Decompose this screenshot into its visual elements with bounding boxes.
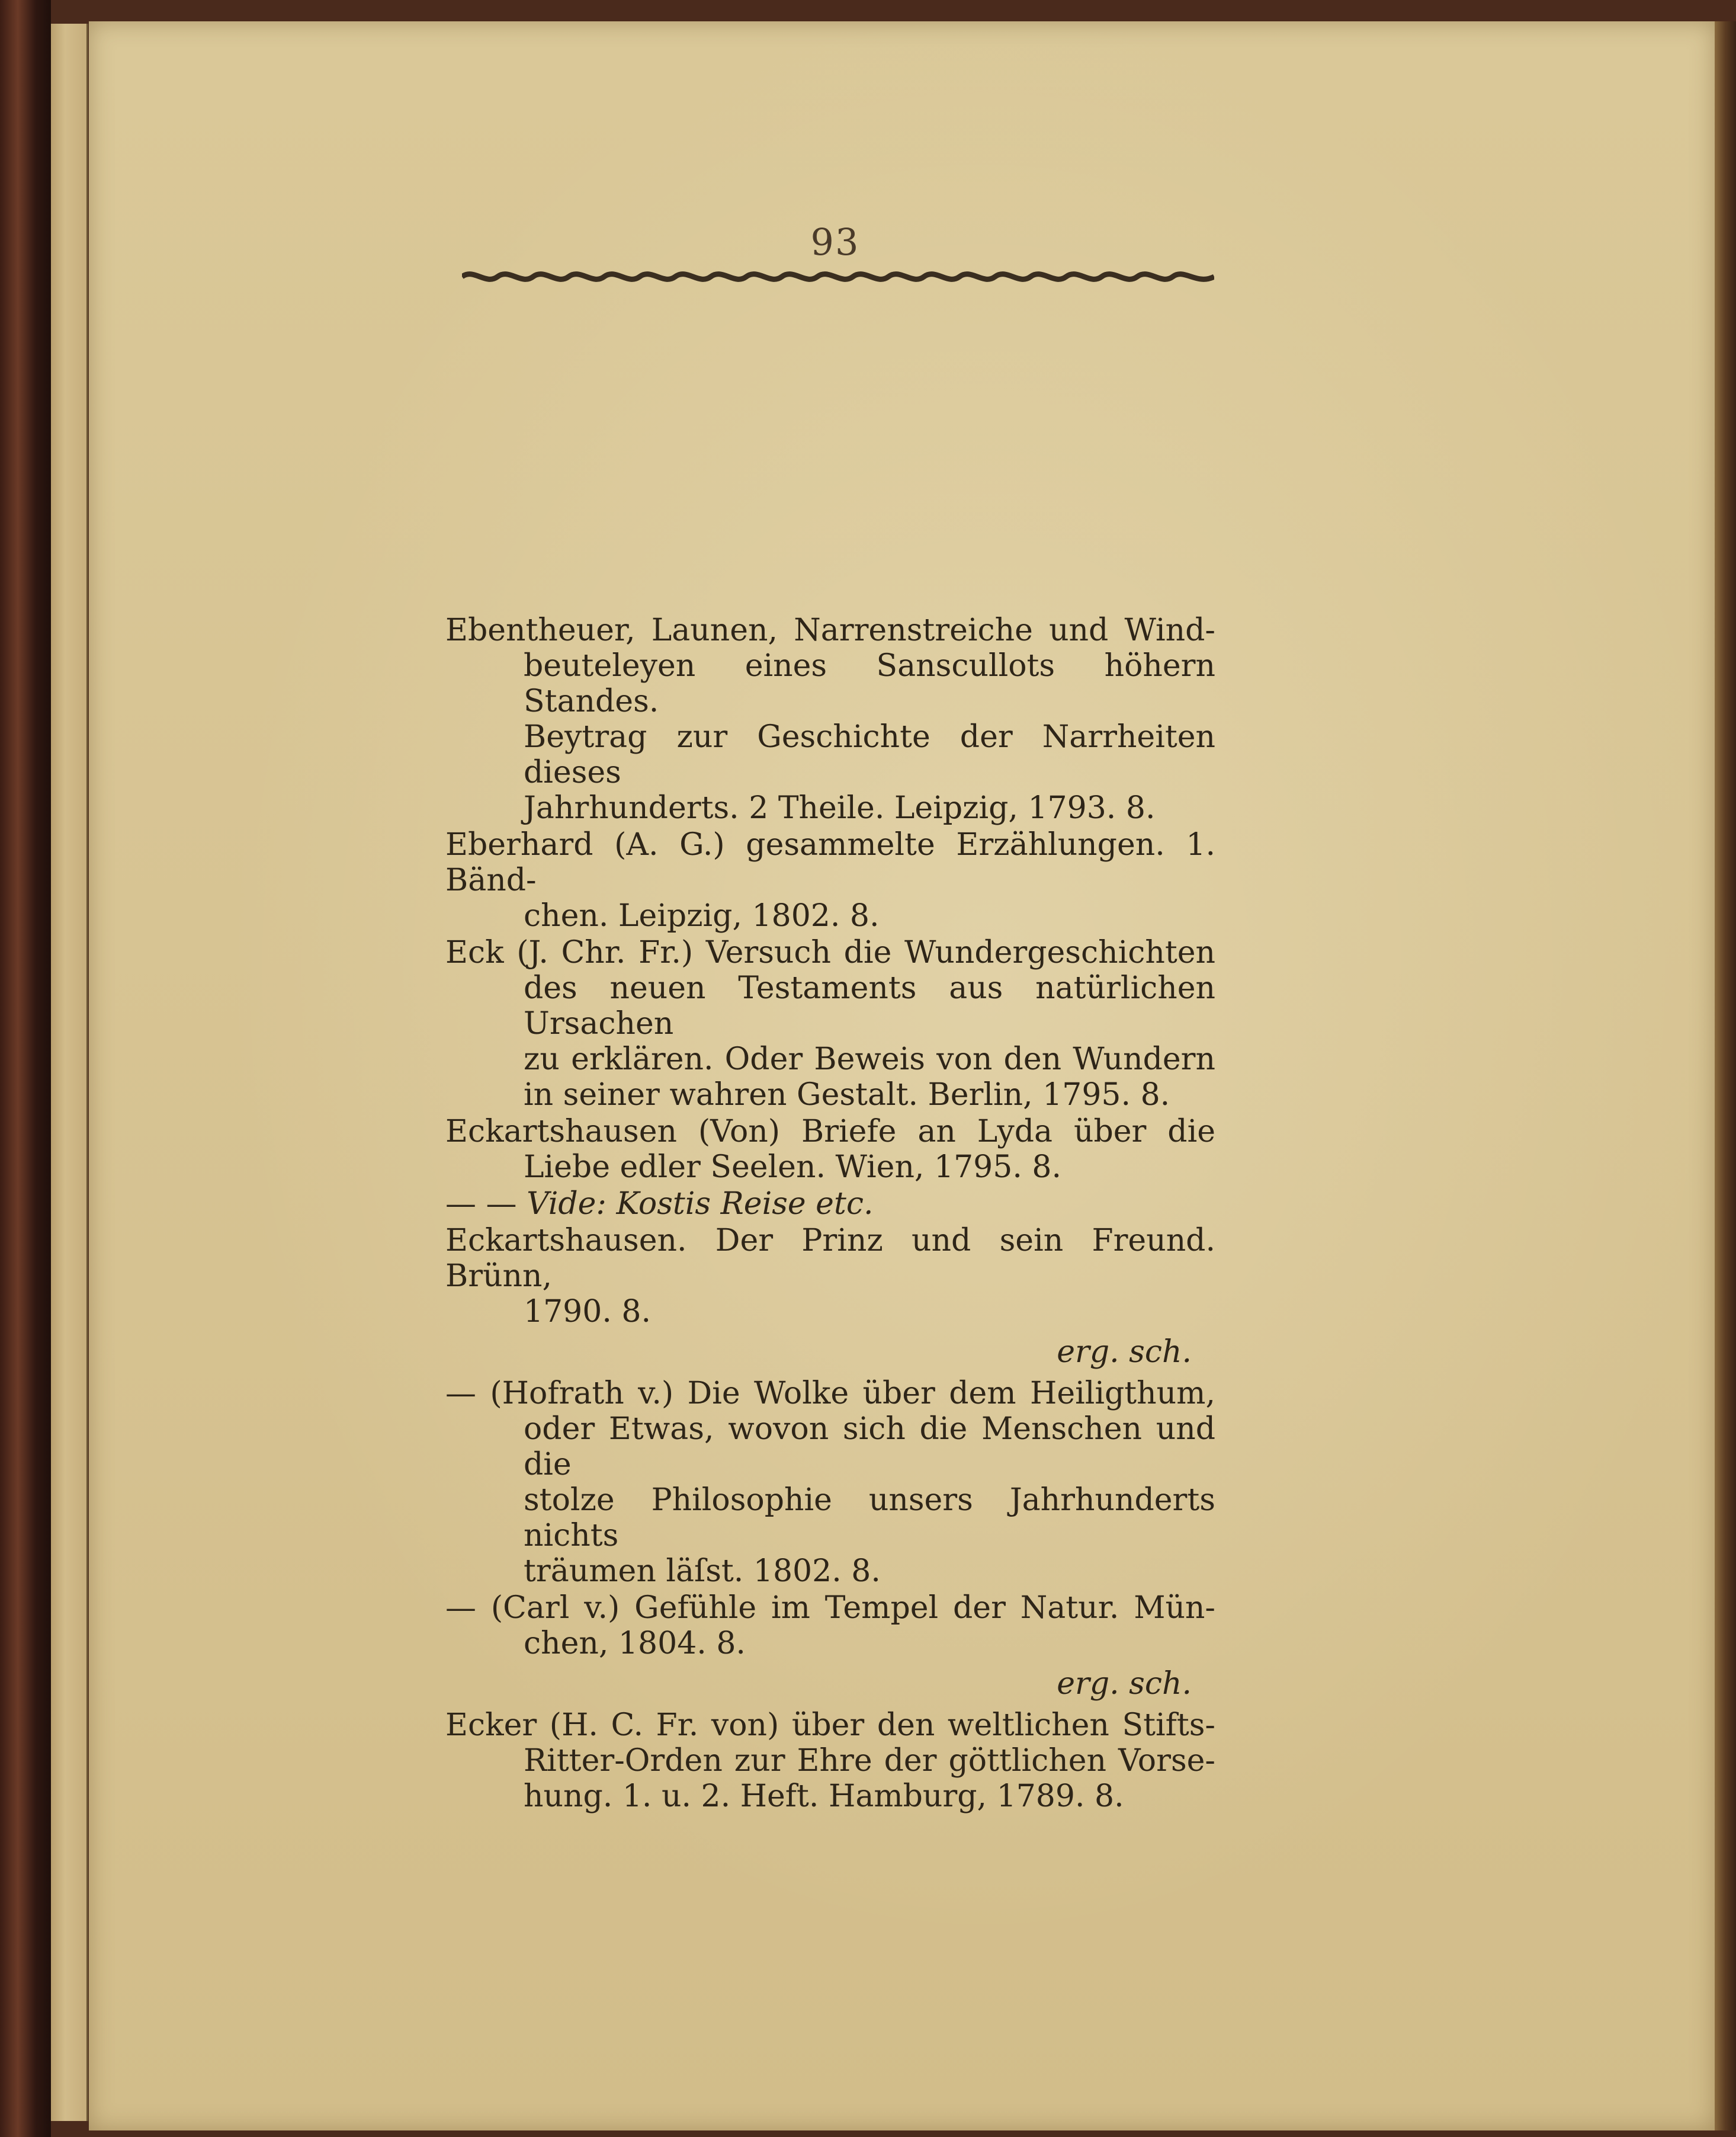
entry-line: Ecker (H. C. Fr. von) über den weltlichen Stifts- — [445, 1707, 1215, 1743]
entry-line: — (Hofrath v.) Die Wolke über dem Heiligthum, — [445, 1376, 1215, 1411]
entry-line: Eck (J. Chr. Fr.) Versuch die Wundergeschichten — [445, 935, 1215, 970]
ornamental-rule — [462, 268, 1214, 286]
entry-line: — (Carl v.) Gefühle im Tempel der Natur. Mün- — [445, 1590, 1215, 1626]
entry-eckartshausen-lyda — [445, 1114, 1215, 1185]
left-page-edge — [51, 24, 88, 2121]
vide-reference: Kostis Reise etc. — [616, 1186, 874, 1222]
entry-line: zu erklären. Oder Beweis von den Wundern — [524, 1042, 1215, 1077]
entry-line: des neuen Testaments aus natürlichen Ursachen — [524, 970, 1215, 1042]
entry-eck — [445, 935, 1215, 1113]
entry-line: oder Etwas, wovon sich die Menschen und die — [524, 1411, 1215, 1482]
entry-line: Eckartshausen. Der Prinz und sein Freund. Brünn, — [445, 1223, 1215, 1294]
entry-line: Ebentheuer, Launen, Narrenstreiche und Wind- — [445, 613, 1215, 648]
entry-line: Jahrhunderts. 2 Theile. Leipzig, 1793. 8. — [524, 790, 1156, 826]
vide-label: Vide: — [527, 1186, 607, 1222]
entry-line: 1790. 8. — [524, 1294, 652, 1329]
entry-line: hung. 1. u. 2. Heft. Hamburg, 1789. 8. — [524, 1779, 1124, 1814]
vide-dashes: — — — [445, 1186, 517, 1222]
entry-line: in seiner wahren Gestalt. Berlin, 1795. 8. — [524, 1077, 1170, 1113]
entry-line: träumen läſst. 1802. 8. — [524, 1553, 881, 1589]
entry-eckartshausen-wolke — [445, 1376, 1215, 1589]
editor-note: erg. sch. — [1057, 1666, 1192, 1702]
page-number: 93 — [810, 220, 860, 264]
entry-ecker — [445, 1707, 1215, 1814]
entry-ebentheuer — [445, 613, 1215, 826]
entry-line: beuteleyen eines Sanscullots höhern Standes. — [524, 648, 1215, 719]
bibliography-text — [445, 613, 1215, 1815]
entry-line: Liebe edler Seelen. Wien, 1795. 8. — [524, 1149, 1061, 1185]
vide-line — [445, 1186, 1215, 1222]
entry-line: chen. Leipzig, 1802. 8. — [524, 898, 880, 934]
entry-eckartshausen-tempel — [445, 1590, 1215, 1702]
entry-eberhard — [445, 827, 1215, 934]
right-page-edge — [1715, 21, 1736, 2130]
entry-line: Ritter-Orden zur Ehre der göttlichen Vorse- — [524, 1743, 1215, 1779]
entry-line: stolze Philosophie unsers Jahrhunderts nichts — [524, 1482, 1215, 1553]
entry-line: Beytrag zur Geschichte der Narrheiten dieses — [524, 719, 1215, 790]
entry-vide — [445, 1186, 1215, 1222]
entry-line: Eckartshausen (Von) Briefe an Lyda über die — [445, 1114, 1215, 1149]
editor-note: erg. sch. — [1057, 1334, 1192, 1370]
book-binding — [0, 0, 51, 2137]
entry-eckartshausen-prinz — [445, 1223, 1215, 1370]
entry-line: Eberhard (A. G.) gesammelte Erzählungen. 1. Bänd- — [445, 827, 1215, 898]
entry-line: chen, 1804. 8. — [524, 1626, 746, 1661]
